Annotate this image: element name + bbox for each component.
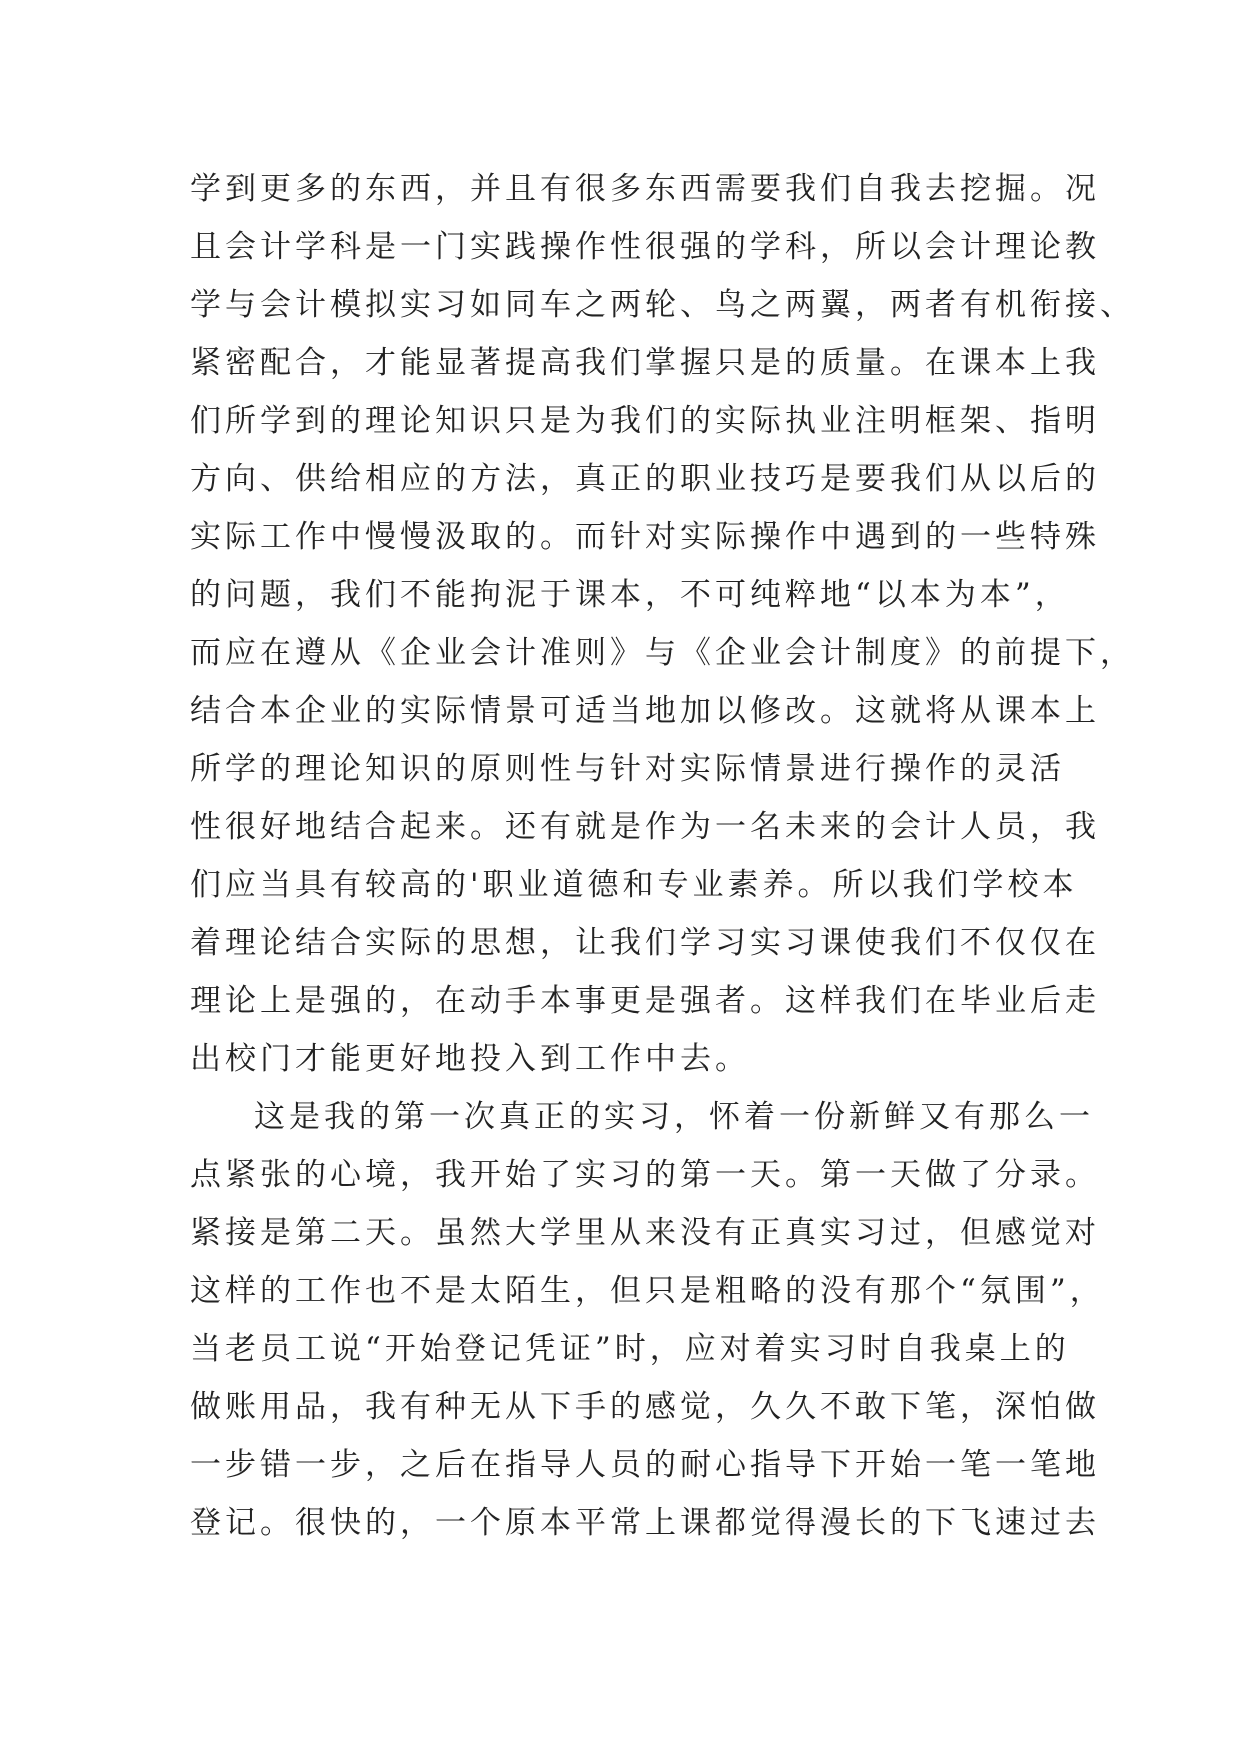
text-line: 理论上是强的，在动手本事更是强者。这样我们在毕业后走 xyxy=(190,983,1100,1019)
text-line: 方向、供给相应的方法，真正的职业技巧是要我们从以后的 xyxy=(190,461,1100,497)
text-line: 所学的理论知识的原则性与针对实际情景进行操作的灵活 xyxy=(190,751,1065,787)
text-line: 点紧张的心境，我开始了实习的第一天。第一天做了分录。 xyxy=(190,1157,1100,1193)
text-line: 紧接是第二天。虽然大学里从来没有正真实习过，但感觉对 xyxy=(190,1215,1100,1251)
text-line: 且会计学科是一门实践操作性很强的学科，所以会计理论教 xyxy=(190,229,1100,265)
text-line: 学与会计模拟实习如同车之两轮、鸟之两翼，两者有机衔接、 xyxy=(190,287,1135,323)
document-body xyxy=(190,160,1135,1552)
text-line: 们应当具有较高的'职业道德和专业素养。所以我们学校本 xyxy=(190,867,1078,903)
text-line: 登记。很快的，一个原本平常上课都觉得漫长的下飞速过去 xyxy=(190,1505,1100,1541)
text-line: 着理论结合实际的思想，让我们学习实习课使我们不仅仅在 xyxy=(190,925,1100,961)
text-line: 而应在遵从《企业会计准则》与《企业会计制度》的前提下， xyxy=(190,635,1135,671)
text-line: 学到更多的东西，并且有很多东西需要我们自我去挖掘。况 xyxy=(190,171,1100,207)
text-line: 实际工作中慢慢汲取的。而针对实际操作中遇到的一些特殊 xyxy=(190,519,1100,555)
text-line: 这样的工作也不是太陌生，但只是粗略的没有那个“氛围”， xyxy=(190,1273,1105,1309)
text-line: 做账用品，我有种无从下手的感觉，久久不敢下笔，深怕做 xyxy=(190,1389,1100,1425)
text-line: 出校门才能更好地投入到工作中去。 xyxy=(190,1041,750,1077)
text-line: 的问题，我们不能拘泥于课本，不可纯粹地“以本为本”， xyxy=(190,577,1070,613)
text-line: 当老员工说“开始登记凭证”时，应对着实习时自我桌上的 xyxy=(190,1331,1070,1367)
text-line: 一步错一步，之后在指导人员的耐心指导下开始一笔一笔地 xyxy=(190,1447,1100,1483)
text-line: 性很好地结合起来。还有就是作为一名未来的会计人员，我 xyxy=(190,809,1100,845)
text-line: 紧密配合，才能显著提高我们掌握只是的质量。在课本上我 xyxy=(190,345,1100,381)
text-line: 这是我的第一次真正的实习，怀着一份新鲜又有那么一 xyxy=(254,1099,1094,1135)
text-line: 结合本企业的实际情景可适当地加以修改。这就将从课本上 xyxy=(190,693,1100,729)
text-line: 们所学到的理论知识只是为我们的实际执业注明框架、指明 xyxy=(190,403,1100,439)
